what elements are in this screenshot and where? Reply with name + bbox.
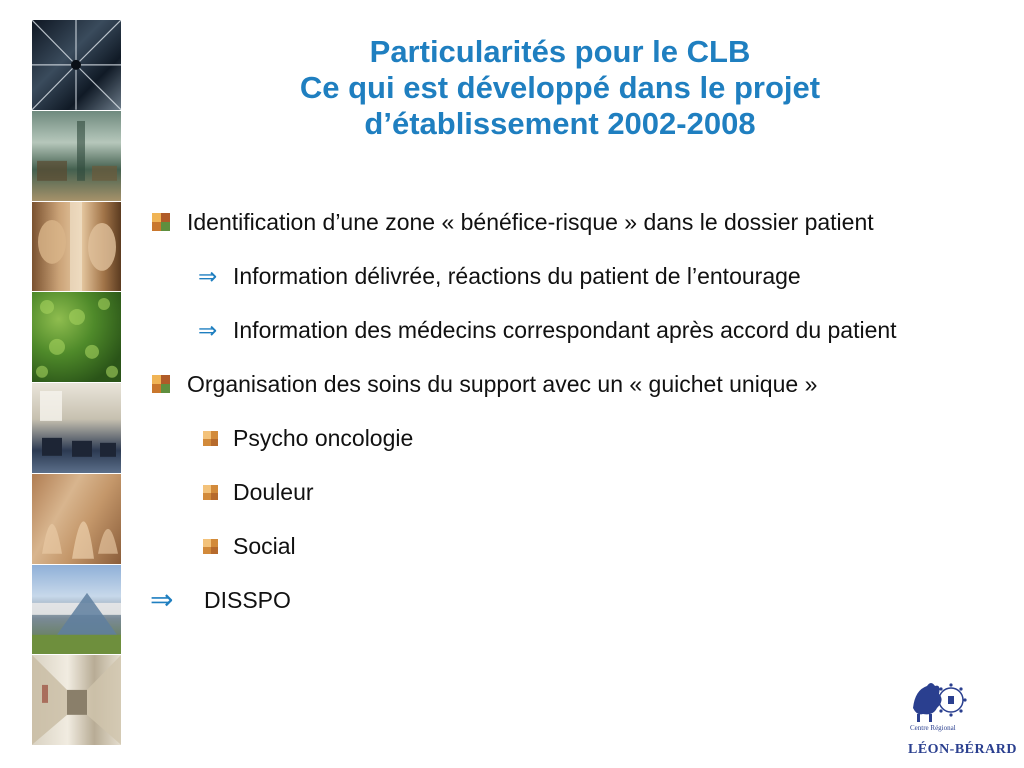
photo-glass-pyramid <box>32 565 121 656</box>
list-item-text: Social <box>233 533 296 559</box>
title-line-1: Particularités pour le CLB <box>369 34 751 69</box>
logo-subtitle: Centre Régional <box>910 724 956 732</box>
list-item-text: DISSPO <box>204 587 291 613</box>
photo-waiting-room <box>32 383 121 474</box>
title-line-2: Ce qui est développé dans le projet <box>299 70 821 105</box>
list-item <box>150 202 980 242</box>
list-item-text: Psycho oncologie <box>233 425 414 451</box>
title-line-3: d’établissement 2002-2008 <box>364 106 756 141</box>
photo-strip <box>32 20 121 746</box>
list-item <box>150 580 980 620</box>
bullet-list <box>150 202 980 620</box>
textured-square-bullet-icon <box>203 485 218 500</box>
list-item <box>150 418 980 458</box>
double-arrow-icon: ⇒ <box>198 317 218 343</box>
list-item-text: Information des médecins correspondant après accord du patient <box>233 317 897 343</box>
list-item <box>150 256 980 296</box>
logo-name: LÉON-BÉRARD <box>908 742 1017 757</box>
list-item-text: Douleur <box>233 479 314 505</box>
textured-square-bullet-icon <box>152 375 170 393</box>
list-item-text: Identification d’une zone « bénéfice-risque » dans le dossier patient <box>187 209 874 235</box>
list-item <box>150 526 980 566</box>
textured-square-bullet-icon <box>152 213 170 231</box>
photo-atrium <box>32 111 121 202</box>
list-item <box>150 472 980 512</box>
photo-glass-dome <box>32 20 121 111</box>
textured-square-bullet-icon <box>203 431 218 446</box>
double-arrow-icon: ⇒ <box>150 584 174 615</box>
list-item-text: Information délivrée, réactions du patient de l’entourage <box>233 263 801 289</box>
list-item <box>150 364 980 404</box>
list-item-text: Organisation des soins du support avec un « guichet unique » <box>187 371 818 397</box>
double-arrow-icon: ⇒ <box>198 263 218 289</box>
photo-corridor <box>32 655 121 746</box>
photo-ivy-wall <box>32 292 121 383</box>
photo-sculpture-bust <box>32 202 121 293</box>
list-item <box>150 310 980 350</box>
slide-title <box>180 34 940 142</box>
textured-square-bullet-icon <box>203 539 218 554</box>
photo-relief-sculpture <box>32 474 121 565</box>
